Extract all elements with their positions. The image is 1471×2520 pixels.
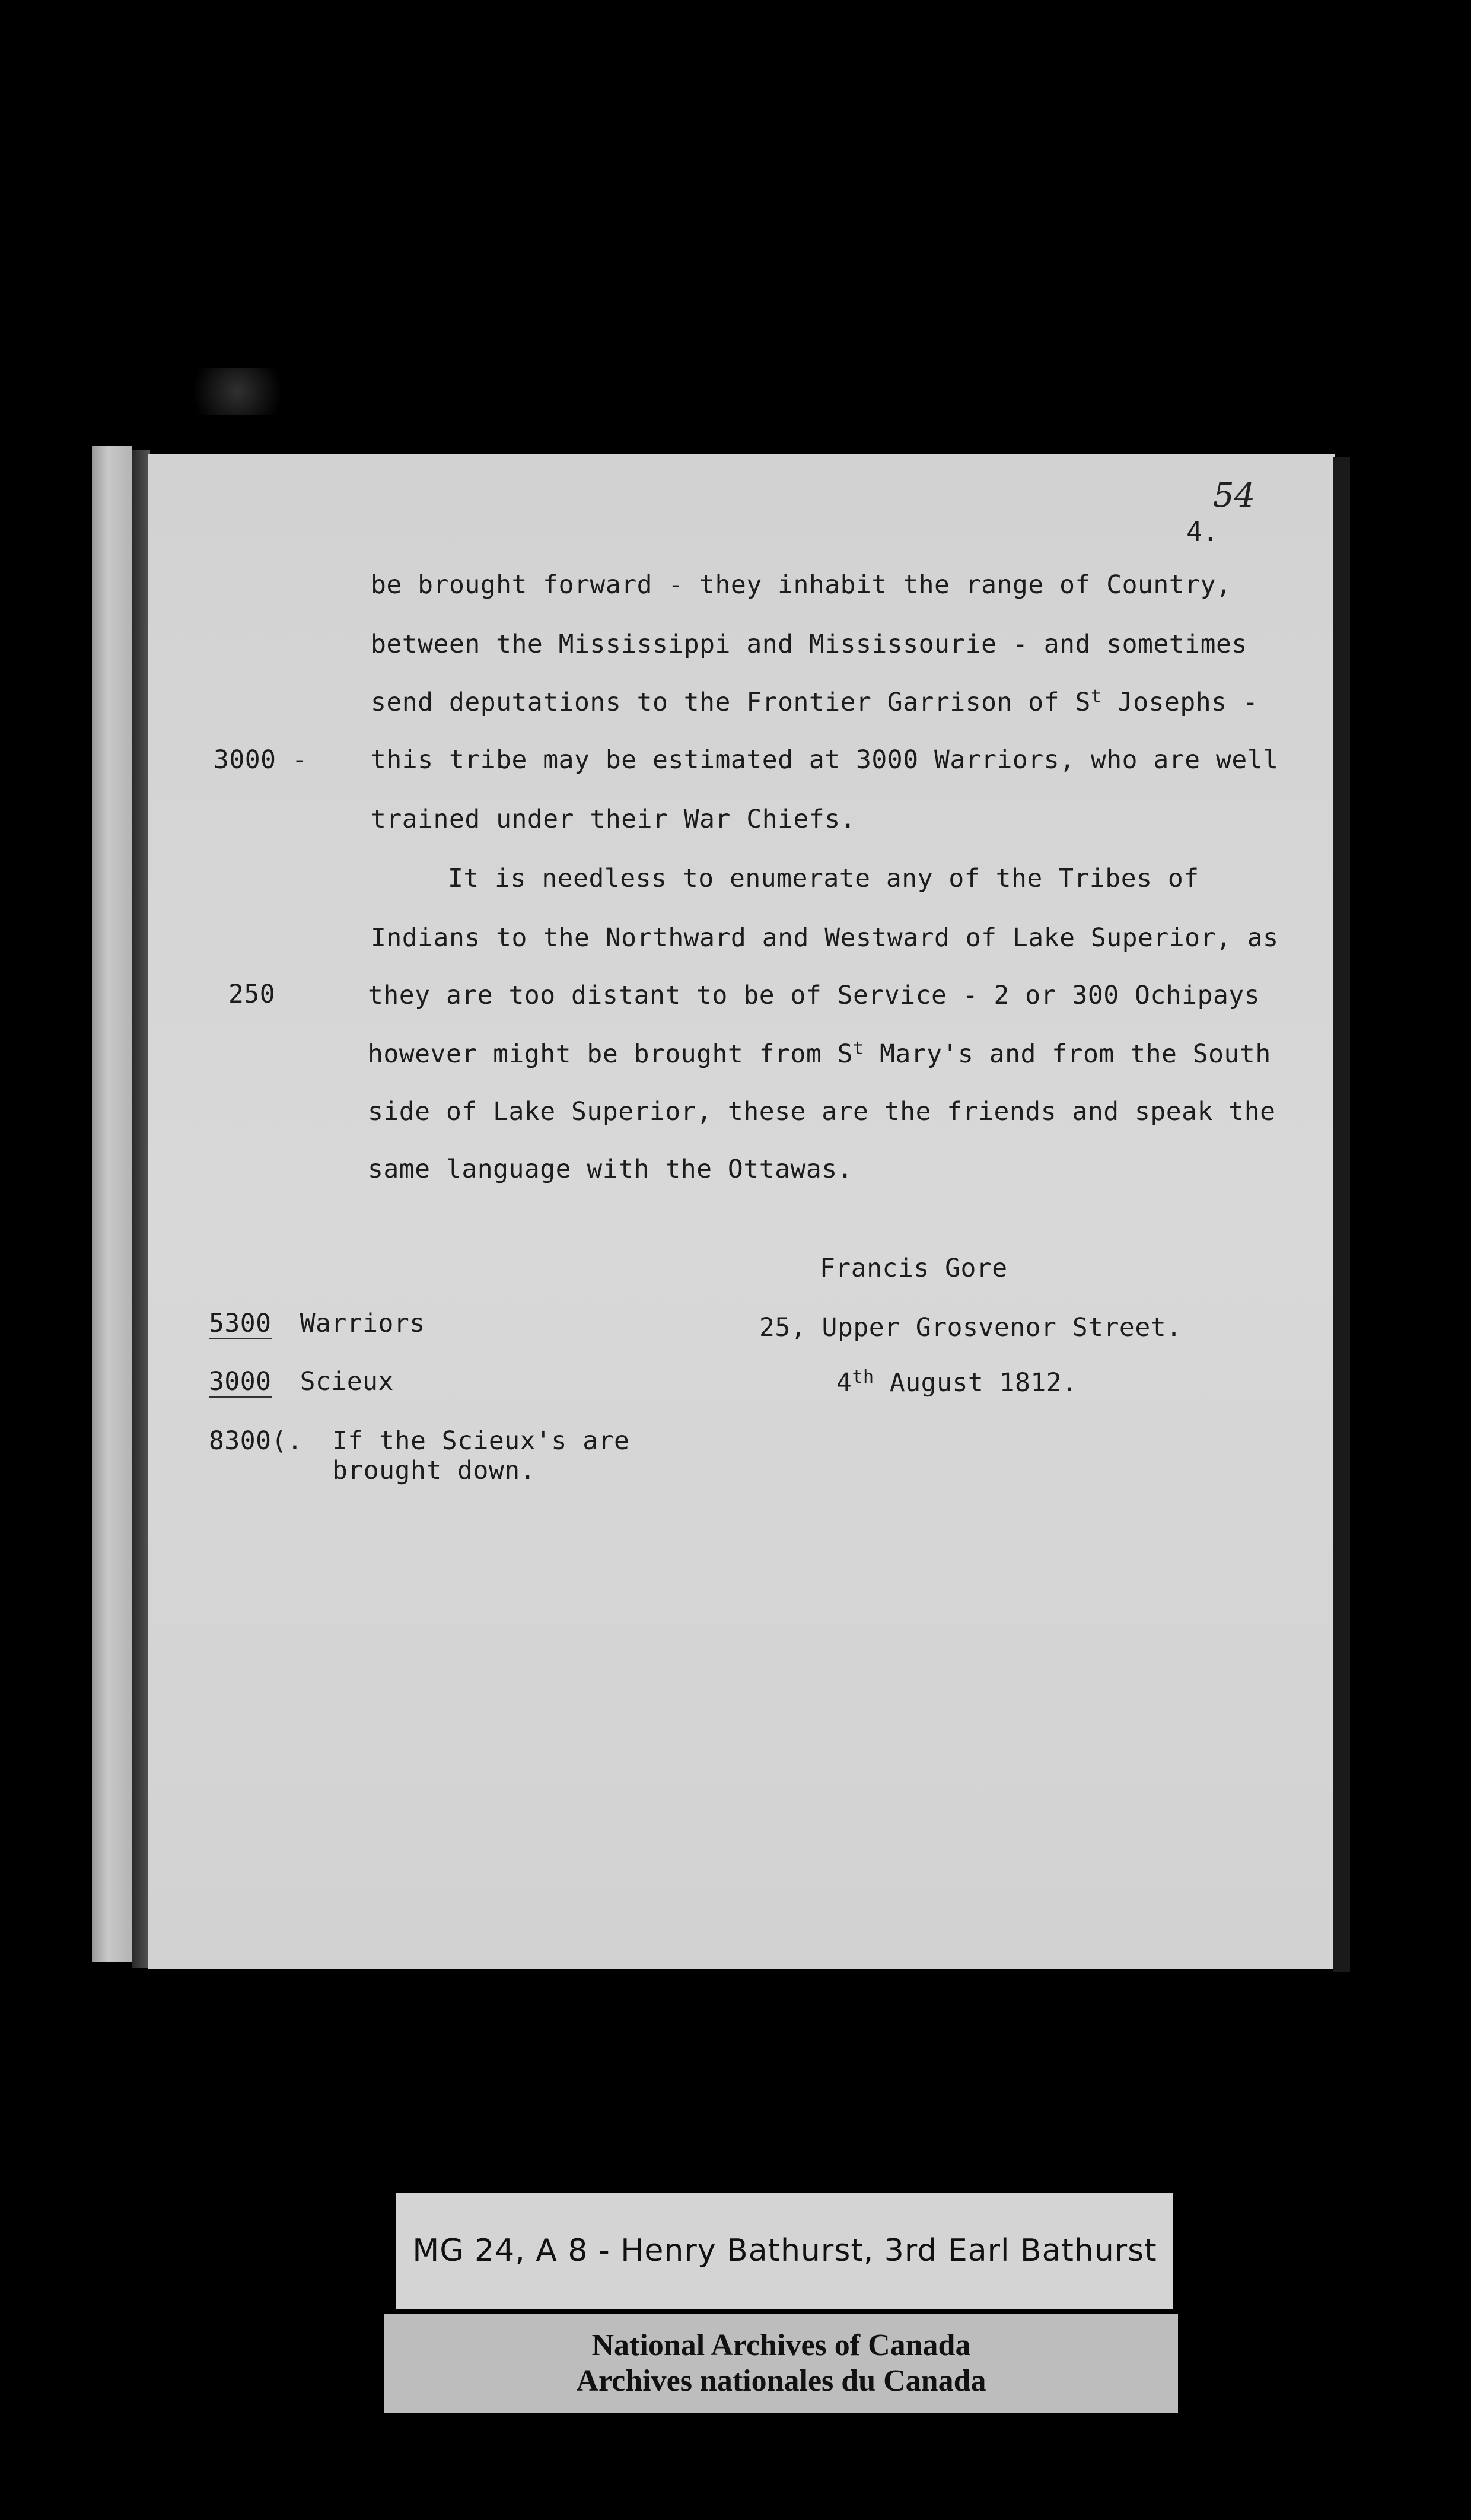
binding-spine: [92, 446, 132, 1962]
body-line-5: trained under their War Chiefs.: [371, 804, 857, 834]
margin-note-250: 250: [228, 979, 276, 1009]
binding-shadow: [132, 450, 150, 1968]
tally-note-line-2: brought down.: [332, 1456, 536, 1485]
archive-reference-label: [396, 2193, 1173, 2309]
body-line-1: be brought forward - they inhabit the range of Country,: [371, 570, 1232, 600]
archive-institution-label: [384, 2314, 1178, 2413]
page-number: 4.: [1186, 516, 1219, 548]
signature-date: 4th August 1812.: [836, 1367, 1078, 1398]
signature-name: Francis Gore: [820, 1253, 1008, 1283]
body-line-6: It is needless to enumerate any of the Tribes of: [448, 864, 1199, 893]
tally-note-line-1: If the Scieux's are: [332, 1426, 630, 1456]
document-page: [148, 454, 1335, 1969]
body-line-4: this tribe may be estimated at 3000 Warriors, who are well: [371, 745, 1279, 775]
body-line-11: same language with the Ottawas.: [368, 1154, 854, 1184]
body-line-2: between the Mississippi and Mississourie - and sometimes: [371, 629, 1247, 659]
folio-mark: 54: [1213, 476, 1256, 515]
institution-name-fr: Archives nationales du Canada: [576, 2364, 986, 2398]
archive-reference-text: MG 24, A 8 - Henry Bathurst, 3rd Earl Bathurst: [412, 2233, 1157, 2268]
tally-warriors-number: 5300: [209, 1309, 272, 1338]
institution-name-en: National Archives of Canada: [591, 2328, 971, 2363]
signature-address: 25, Upper Grosvenor Street.: [759, 1313, 1182, 1342]
tally-row-1: [209, 1311, 425, 1339]
tally-scieux-number: 3000: [209, 1367, 272, 1396]
tally-scieux-label: Scieux: [300, 1367, 394, 1396]
body-line-8: they are too distant to be of Service - 2 or 300 Ochipays: [368, 981, 1260, 1010]
page-edge-shadow: [1333, 457, 1350, 1972]
body-line-7: Indians to the Northward and Westward of Lake Superior, as: [371, 923, 1279, 953]
tally-total: 8300(.: [209, 1426, 303, 1456]
margin-note-3000: 3000 -: [214, 745, 308, 775]
body-line-10: side of Lake Superior, these are the friends and speak the: [368, 1097, 1276, 1127]
film-dust: [178, 368, 297, 415]
body-line-3: send deputations to the Frontier Garrison of $S^t$ Josephs -: [371, 686, 1259, 717]
tally-warriors-label: Warriors: [300, 1309, 425, 1338]
tally-row-2: [209, 1369, 394, 1398]
body-line-9: however might be brought from $S^t$ Mary's and from the South: [368, 1038, 1271, 1069]
tally-total-number: 8300(: [209, 1426, 287, 1456]
